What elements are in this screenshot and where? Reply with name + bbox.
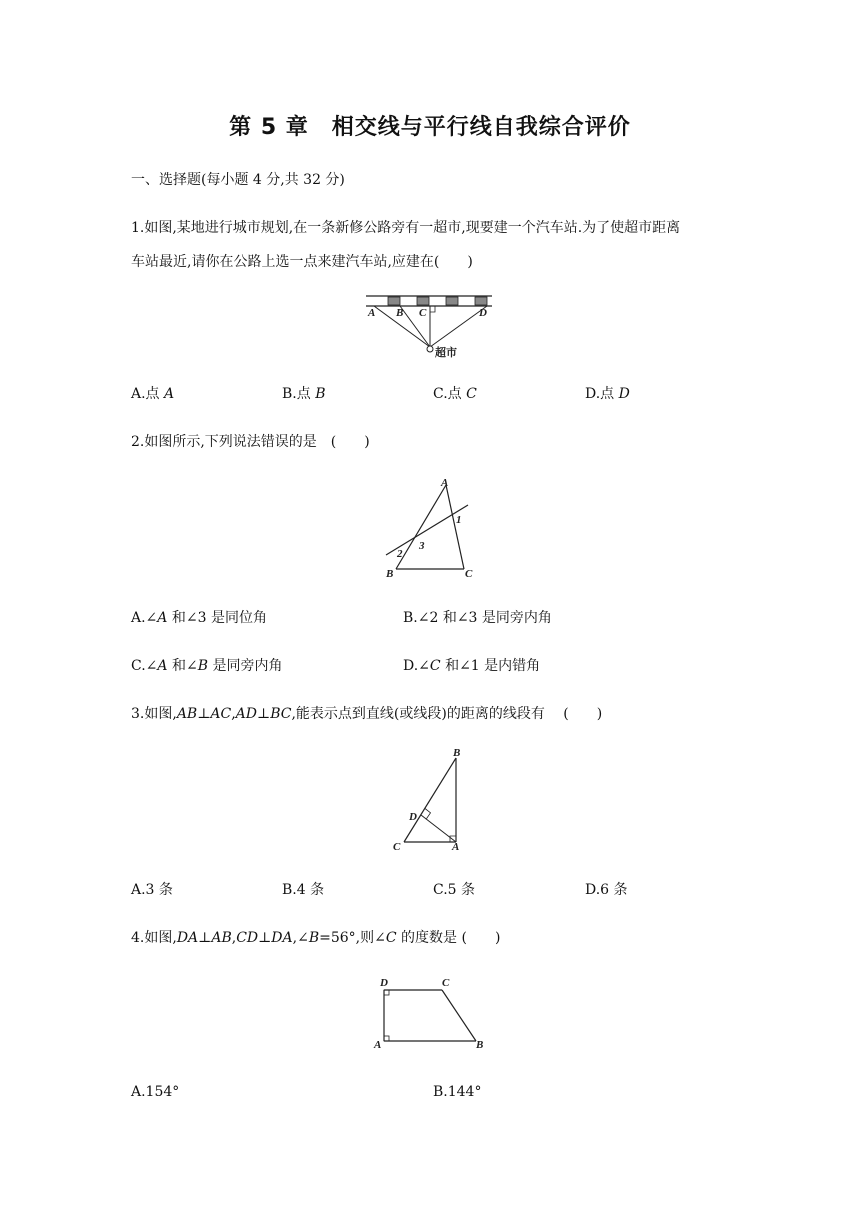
q1-label-a: A bbox=[368, 307, 376, 319]
q2-label-c: C bbox=[465, 568, 473, 580]
q4-option-b[interactable]: B.144° bbox=[433, 1084, 482, 1100]
q4-label-c: C bbox=[442, 977, 450, 989]
q2-label-b: B bbox=[386, 568, 394, 580]
q3-label-c: C bbox=[393, 841, 401, 853]
q1-option-c[interactable]: C.点 C bbox=[433, 386, 477, 402]
q4-figure bbox=[368, 972, 490, 1052]
q3-option-a[interactable]: A.3 条 bbox=[131, 882, 173, 898]
q3-label-b: B bbox=[453, 747, 461, 759]
q2-option-c[interactable]: C.∠A 和∠B 是同旁内角 bbox=[131, 658, 283, 674]
q4-option-a[interactable]: A.154° bbox=[131, 1084, 180, 1100]
q1-stem-line1: 1.如图,某地进行城市规划,在一条新修公路旁有一超市,现要建一个汽车站.为了使超市距离 bbox=[131, 220, 681, 236]
q3-stem: 3.如图,AB⊥AC,AD⊥BC,能表示点到直线(或线段)的距离的线段有 ( ) bbox=[131, 706, 603, 722]
q4-label-b: B bbox=[476, 1039, 484, 1051]
q2-stem: 2.如图所示,下列说法错误的是 ( ) bbox=[131, 434, 370, 450]
q1-label-b: B bbox=[396, 307, 404, 319]
q3-option-d[interactable]: D.6 条 bbox=[585, 882, 628, 898]
q2-option-b[interactable]: B.∠2 和∠3 是同旁内角 bbox=[403, 610, 552, 626]
q3-option-b[interactable]: B.4 条 bbox=[282, 882, 325, 898]
q1-figure bbox=[360, 290, 500, 362]
section-heading: 一、选择题(每小题 4 分,共 32 分) bbox=[131, 172, 345, 188]
q2-label-1: 1 bbox=[456, 514, 462, 526]
q1-label-c: C bbox=[419, 307, 427, 319]
q3-figure bbox=[390, 744, 470, 856]
q1-stem-line2: 车站最近,请你在公路上选一点来建汽车站,应建在( ) bbox=[131, 254, 473, 270]
q4-label-d: D bbox=[380, 977, 388, 989]
q2-figure bbox=[380, 475, 480, 580]
q2-label-2: 2 bbox=[397, 548, 403, 560]
q3-label-d: D bbox=[409, 811, 417, 823]
q1-option-a[interactable]: A.点 A bbox=[131, 386, 175, 402]
q1-label-market: 超市 bbox=[435, 347, 457, 359]
q1-option-b[interactable]: B.点 B bbox=[282, 386, 326, 402]
q1-label-d: D bbox=[479, 307, 487, 319]
q4-label-a: A bbox=[374, 1039, 382, 1051]
q2-label-3: 3 bbox=[419, 540, 425, 552]
q2-label-a: A bbox=[441, 477, 449, 489]
q1-option-d[interactable]: D.点 D bbox=[585, 386, 630, 402]
q2-option-d[interactable]: D.∠C 和∠1 是内错角 bbox=[403, 658, 541, 674]
q3-option-c[interactable]: C.5 条 bbox=[433, 882, 476, 898]
q2-option-a[interactable]: A.∠A 和∠3 是同位角 bbox=[131, 610, 267, 626]
q4-stem: 4.如图,DA⊥AB,CD⊥DA,∠B=56°,则∠C 的度数是 ( ) bbox=[131, 930, 501, 946]
q3-label-a: A bbox=[452, 841, 460, 853]
page-title: 第 5 章 相交线与平行线自我综合评价 bbox=[229, 115, 631, 140]
